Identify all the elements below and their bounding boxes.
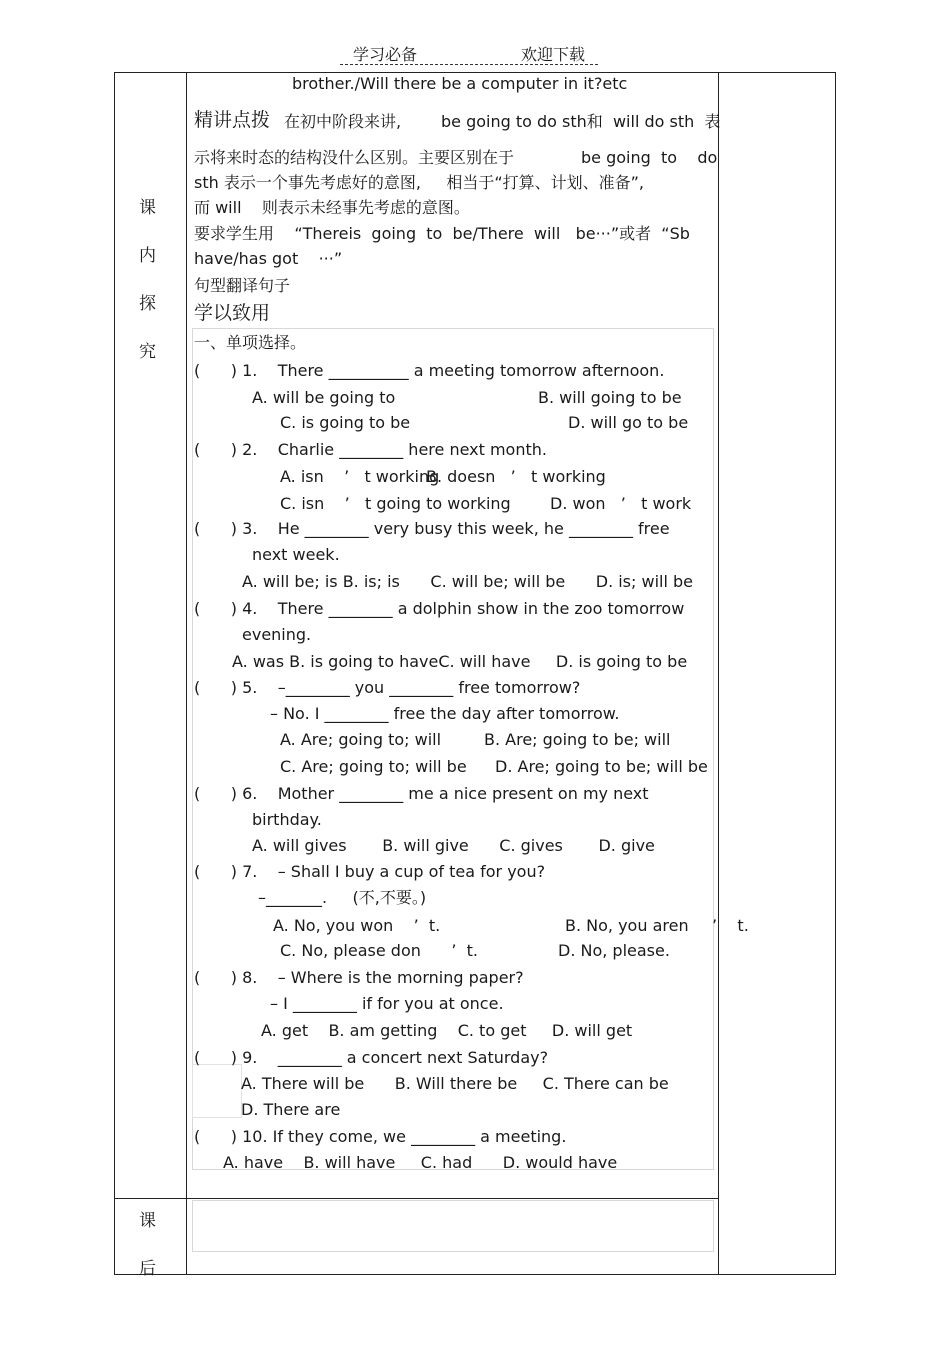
- q3-options: A. will be; is B. is; is C. will be; will be D. is; will be: [242, 572, 693, 591]
- table-left-border: [114, 72, 115, 1274]
- side-label-jiu: 究: [139, 342, 156, 362]
- q7-option-d: D. No, please.: [558, 941, 670, 960]
- header-left: 学习必备: [353, 45, 418, 64]
- q2-option-d: D. won ’ t work: [550, 494, 692, 513]
- intro-line-2a: 示将来时态的结构没什么区别。主要区别在于: [194, 148, 515, 167]
- side-label-hou: 后: [139, 1259, 156, 1279]
- q5-option-c: C. Are; going to; will be: [280, 757, 467, 776]
- q2-option-a: A. isn ’ t working: [280, 467, 440, 486]
- q2-stem: ( ) 2. Charlie ________ here next month.: [194, 440, 547, 459]
- section-title-xueyi: 学以致用: [194, 302, 271, 324]
- intro-line-5: 要求学生用 “Thereis going to be/There will be···”或者 “Sb: [194, 224, 690, 243]
- q7-option-b-tail: ’ t.: [712, 916, 749, 935]
- after-class-box: [192, 1200, 714, 1252]
- side-label-ke: 课: [139, 198, 156, 218]
- q7-option-b: B. No, you aren: [565, 916, 689, 935]
- intro-line-1a: 在初中阶段来讲,: [284, 112, 402, 131]
- q6-stem: ( ) 6. Mother ________ me a nice present on my next: [194, 784, 649, 803]
- table-right-border: [835, 72, 836, 1274]
- side-label-tan: 探: [139, 294, 156, 314]
- intro-line-7: 句型翻译句子: [194, 276, 291, 295]
- intro-line-3: sth 表示一个事先考虑好的意图, 相当于“打算、计划、准备”,: [194, 173, 645, 192]
- q4-stem: ( ) 4. There ________ a dolphin show in the zoo tomorrow: [194, 599, 685, 618]
- q1-option-d: D. will go to be: [568, 413, 689, 432]
- q3-stem-cont: next week.: [252, 545, 340, 564]
- intro-line-2b: be going to do: [581, 148, 718, 167]
- q9-options: A. There will be B. Will there be C. There can be: [241, 1074, 669, 1093]
- q8-stem-cont: – I ________ if for you at once.: [270, 994, 504, 1013]
- table-column-divider-1: [186, 72, 187, 1274]
- q3-stem: ( ) 3. He ________ very busy this week, he ________ free: [194, 519, 670, 538]
- table-bottom-border: [114, 1274, 836, 1275]
- exercise-heading: 一、单项选择。: [194, 333, 307, 352]
- q1-option-a: A. will be going to: [252, 388, 396, 407]
- q4-stem-cont: evening.: [242, 625, 312, 644]
- q8-stem: ( ) 8. – Where is the morning paper?: [194, 968, 524, 987]
- q10-stem: ( ) 10. If they come, we ________ a meeting.: [194, 1127, 567, 1146]
- q5-stem: ( ) 5. –________ you ________ free tomorrow?: [194, 678, 581, 697]
- q1-option-c: C. is going to be: [280, 413, 411, 432]
- q9-mark-box: [192, 1064, 242, 1118]
- side-label-nei: 内: [139, 246, 156, 266]
- table-row-divider: [114, 1198, 719, 1199]
- q7-stem: ( ) 7. – Shall I buy a cup of tea for you?: [194, 862, 546, 881]
- q7-stem-cont: –_______. (不,不要。): [258, 888, 427, 907]
- intro-line-0: brother./Will there be a computer in it?etc: [292, 74, 628, 93]
- table-column-divider-2: [718, 72, 719, 1274]
- q10-options: A. have B. will have C. had D. would have: [223, 1153, 618, 1172]
- q2-option-b: B. doesn ’ t working: [426, 467, 606, 486]
- intro-line-1b: be going to do sth和 will do sth 表: [441, 112, 721, 131]
- header-right: 欢迎下载: [521, 45, 586, 64]
- q6-options: A. will gives B. will give C. gives D. give: [252, 836, 655, 855]
- q5-stem-cont: – No. I ________ free the day after tomorrow.: [270, 704, 620, 723]
- q9-stem: ( ) 9. ________ a concert next Saturday?: [194, 1048, 549, 1067]
- side-label-ke2: 课: [139, 1211, 156, 1231]
- q2-option-c: C. isn ’ t going to working: [280, 494, 511, 513]
- q7-option-c: C. No, please don ’ t.: [280, 941, 479, 960]
- section-title-jingjiang: 精讲点拨: [194, 109, 271, 131]
- q7-option-a: A. No, you won ’ t.: [273, 916, 441, 935]
- q9-options-cont: D. There are: [241, 1100, 341, 1119]
- q1-option-b: B. will going to be: [538, 388, 682, 407]
- q4-options: A. was B. is going to haveC. will have D. is going to be: [232, 652, 688, 671]
- table-top-border: [114, 72, 836, 73]
- intro-line-4: 而 will 则表示未经事先考虑的意图。: [194, 198, 470, 217]
- header-divider: [340, 64, 598, 65]
- intro-line-6: have/has got ···”: [194, 249, 343, 268]
- q5-option-a: A. Are; going to; will: [280, 730, 442, 749]
- q1-stem: ( ) 1. There __________ a meeting tomorrow afternoon.: [194, 361, 665, 380]
- q5-option-d: D. Are; going to be; will be: [495, 757, 708, 776]
- q6-stem-cont: birthday.: [252, 810, 322, 829]
- q8-options: A. get B. am getting C. to get D. will get: [261, 1021, 633, 1040]
- q5-option-b: B. Are; going to be; will: [484, 730, 671, 749]
